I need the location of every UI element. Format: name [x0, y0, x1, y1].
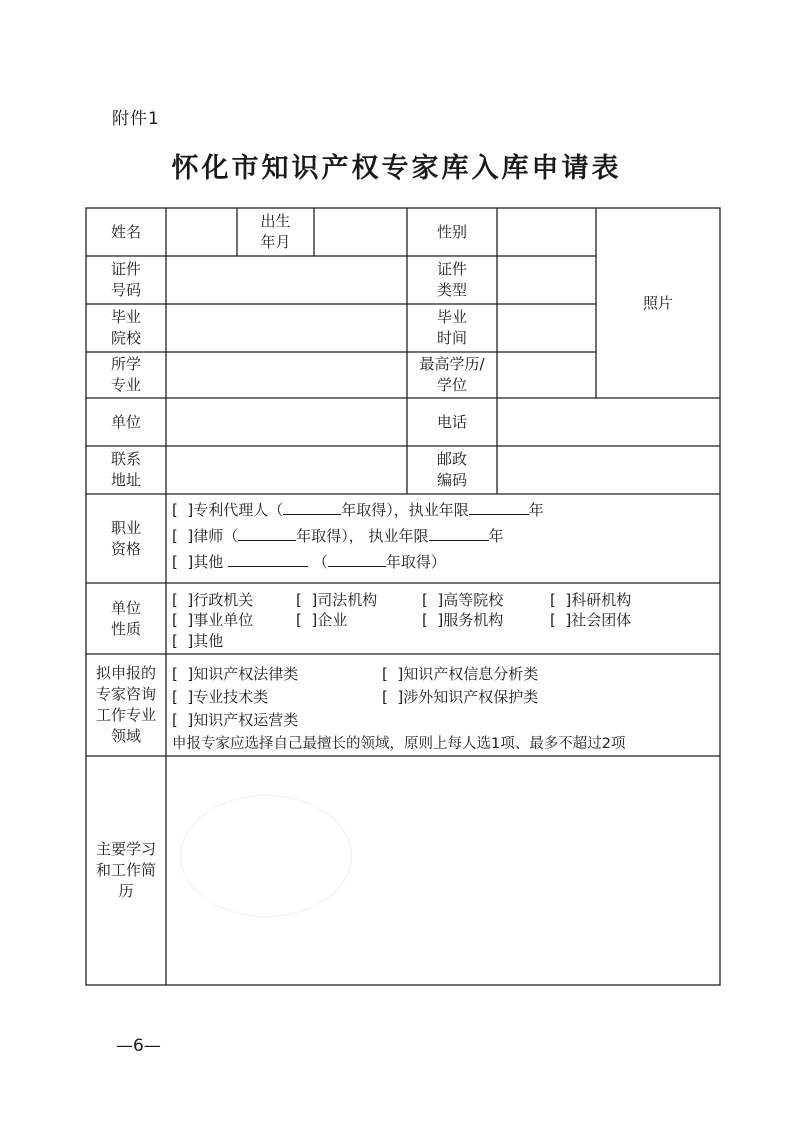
major-field[interactable] — [166, 352, 407, 398]
lawyer-year-blank[interactable] — [238, 526, 296, 541]
birth-field[interactable] — [314, 208, 407, 256]
name-field[interactable] — [166, 208, 237, 256]
unit-option-research[interactable]: [ ]科研机构 — [550, 591, 632, 609]
lawyer-tail: 年 — [488, 527, 504, 545]
name-label: 姓名 — [110, 222, 141, 241]
other-qualification-checkbox[interactable]: [ ] — [172, 553, 194, 571]
gender-label: 性别 — [436, 222, 467, 241]
domain-option-operation[interactable]: [ ]知识产权运营类 — [172, 711, 299, 729]
attachment-label: 附件1 — [112, 109, 160, 129]
other-year-text: 年取得） — [385, 553, 446, 571]
patent-agent-tail: 年 — [528, 501, 544, 519]
photo-box[interactable]: 照片 — [642, 293, 673, 312]
domain-options — [170, 654, 718, 756]
unit-option-judicial[interactable]: [ ]司法机构 — [296, 591, 378, 609]
other-qualification-label: 其他 — [193, 553, 224, 571]
unit-type-label: 单位 性质 — [110, 598, 141, 638]
other-qualification-line — [172, 551, 446, 572]
grad-time-label: 毕业 时间 — [436, 308, 467, 347]
other-year-blank[interactable] — [328, 552, 386, 567]
page-number: —6— — [116, 1036, 161, 1056]
unit-option-admin[interactable]: [ ]行政机关 — [172, 591, 254, 609]
unit-option-university[interactable]: [ ]高等院校 — [422, 591, 504, 609]
patent-agent-line — [172, 499, 544, 520]
unit-option-social-group[interactable]: [ ]社会团体 — [550, 611, 632, 629]
major-label: 所学 专业 — [110, 355, 141, 394]
form-title: 怀化市知识产权专家库入库申请表 — [171, 153, 622, 184]
id-type-label: 证件 类型 — [436, 260, 467, 299]
birth-label: 出生 年月 — [260, 212, 291, 251]
school-label: 毕业 院校 — [110, 308, 141, 347]
employer-label: 单位 — [110, 412, 141, 431]
lawyer-line — [172, 525, 504, 546]
patent-agent-label: 专利代理人（ — [193, 501, 284, 519]
qualification-label: 职业 资格 — [110, 518, 141, 558]
domain-label: 拟申报的 专家咨询 工作专业 领域 — [95, 664, 156, 745]
lawyer-year-text: 年取得）， 执业年限 — [296, 527, 429, 545]
unit-type-options — [170, 583, 718, 654]
id-number-field[interactable] — [166, 256, 407, 304]
domain-option-info-analysis[interactable]: [ ]知识产权信息分析类 — [382, 665, 539, 683]
domain-option-law[interactable]: [ ]知识产权法律类 — [172, 665, 299, 683]
lawyer-label: 律师（ — [193, 527, 239, 545]
patent-agent-checkbox[interactable]: [ ] — [172, 501, 194, 519]
phone-field[interactable] — [497, 398, 720, 446]
other-qualification-blank[interactable] — [228, 552, 308, 567]
patent-agent-year-blank[interactable] — [283, 500, 341, 515]
id-number-label: 证件 号码 — [110, 260, 141, 299]
degree-label: 最高学历/ 学位 — [419, 355, 485, 394]
degree-field[interactable] — [497, 352, 596, 398]
patent-agent-years-blank[interactable] — [469, 500, 529, 515]
other-paren: （ — [312, 553, 328, 571]
unit-option-other[interactable]: [ ]其他 — [172, 632, 224, 650]
unit-option-public-institution[interactable]: [ ]事业单位 — [172, 611, 254, 629]
unit-option-enterprise[interactable]: [ ]企业 — [296, 611, 348, 629]
phone-label: 电话 — [436, 412, 467, 431]
employer-field[interactable] — [166, 398, 407, 446]
grad-time-field[interactable] — [497, 304, 596, 352]
lawyer-checkbox[interactable]: [ ] — [172, 527, 194, 545]
domain-option-foreign-protection[interactable]: [ ]涉外知识产权保护类 — [382, 688, 539, 706]
gender-field[interactable] — [497, 208, 596, 256]
qualification-options — [170, 494, 718, 583]
lawyer-years-blank[interactable] — [429, 526, 489, 541]
postcode-label: 邮政 编码 — [436, 450, 467, 489]
resume-field[interactable] — [166, 756, 720, 985]
address-label: 联系 地址 — [110, 450, 141, 489]
id-type-field[interactable] — [497, 256, 596, 304]
postcode-field[interactable] — [497, 446, 720, 494]
domain-note: 申报专家应选择自己最擅长的领域，原则上每人选1项、最多不超过2项 — [172, 736, 626, 752]
unit-option-service[interactable]: [ ]服务机构 — [422, 611, 504, 629]
address-field[interactable] — [166, 446, 407, 494]
domain-option-technical[interactable]: [ ]专业技术类 — [172, 688, 269, 706]
school-field[interactable] — [166, 304, 407, 352]
resume-label: 主要学习 和工作简 历 — [95, 840, 156, 900]
patent-agent-year-text: 年取得），执业年限 — [341, 501, 469, 519]
